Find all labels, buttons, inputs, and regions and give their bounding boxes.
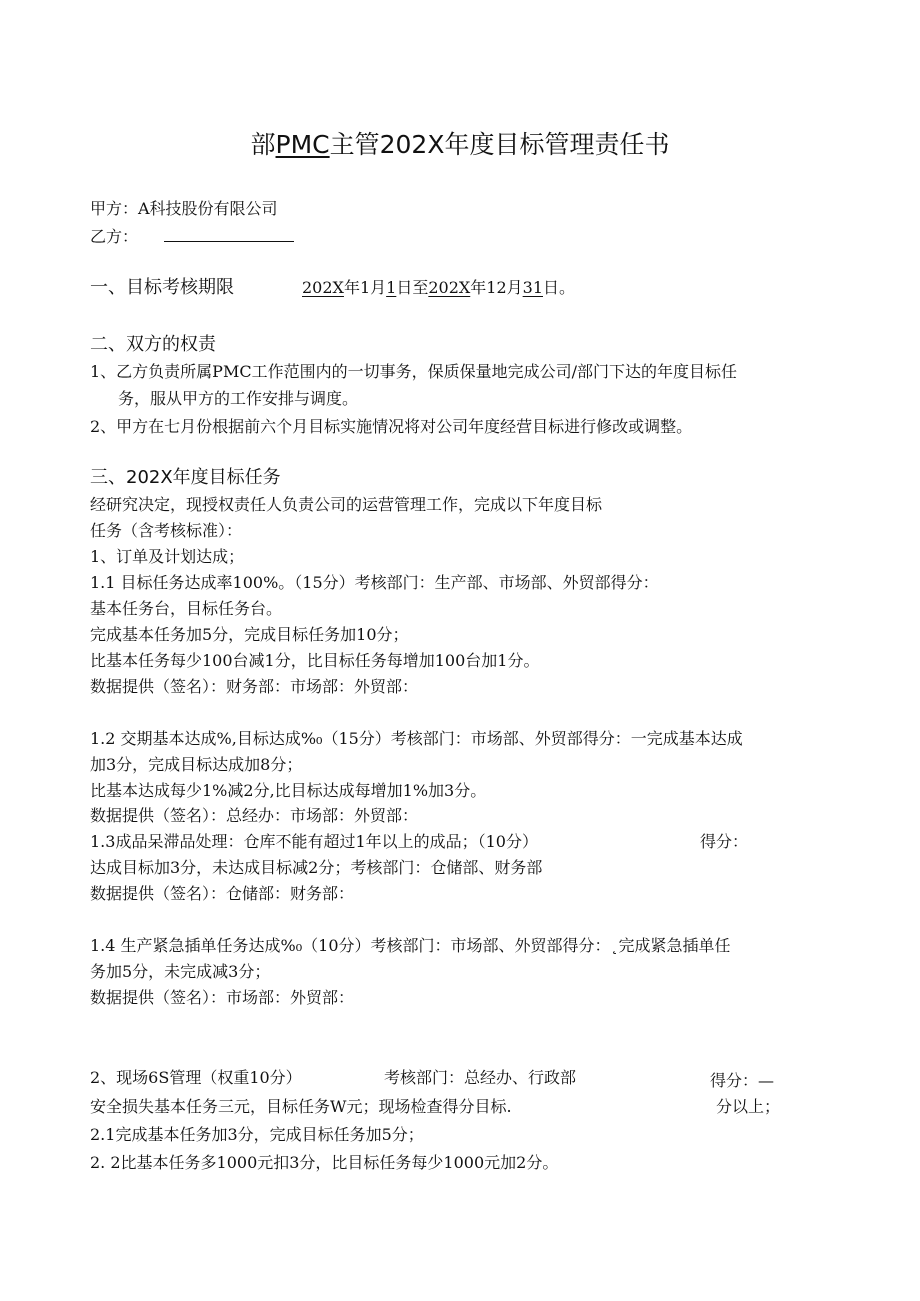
section-2-heading: 二、双方的权责 [90,334,216,355]
item-1-2-line-4: 数据提供（签名）：总经办：市场部：外贸部： [90,806,419,825]
section-3-heading: 三、202X年度目标任务 [90,467,281,488]
item-1-1-line-4: 比基本任务每少100台减1分，比目标任务每增加100台加1分。 [90,651,540,670]
section-4-score-label: 得分：— [710,1071,775,1090]
party-b: 乙方： [90,226,294,248]
party-a: 甲方：A科技股份有限公司 [90,199,278,218]
item-1-1-line-2: 基本任务台，目标任务台。 [90,599,283,618]
item-1-3-line-3: 数据提供（签名）：仓储部：财务部： [90,884,355,903]
section-3-line-3: 1、订单及计划达成； [90,547,245,566]
party-b-blank [164,227,294,242]
section-2-line-1: 1、乙方负责所属PMC工作范围内的一切事务，保质保量地完成公司/部门下达的年度目标任 [90,362,737,381]
item-1-4-line-1: 1.4 生产紧急插单任务达成%₀（10分）考核部门：市场部、外贸部得分：˛完成紧急插单任 [90,936,731,955]
section-4-line-4: 2. 2比基本任务多1000元扣3分，比目标任务每少1000元加2分。 [90,1153,559,1172]
title-underlined-text: PMC [275,130,330,159]
item-1-1-line-1: 1.1 目标任务达成率100%。（15分）考核部门：生产部、市场部、外贸部得分： [90,573,659,592]
section-4-assess-dept: 考核部门：总经办、行政部 [384,1068,577,1087]
document-title: 部PMC主管202X年度目标管理责任书 [250,130,670,159]
item-1-1-line-3: 完成基本任务加5分，完成目标任务加10分； [90,625,409,644]
item-1-1-line-5: 数据提供（签名）：财务部：市场部：外贸部： [90,677,419,696]
section-2-line-3: 2、甲方在七月份根据前六个月目标实施情况将对公司年度经营目标进行修改或调整。 [90,417,693,436]
item-1-2-line-1: 1.2 交期基本达成%,目标达成%₀（15分）考核部门：市场部、外贸部得分：一完成基本达成 [90,729,743,748]
item-1-2-line-3: 比基本达成每少1%减2分,比目标达成每增加1%加3分。 [90,781,487,800]
section-4-line-1: 2、现场6S管理（权重10分） [90,1068,302,1087]
assessment-period: 202X年1月1日至202X年12月31日。 [302,278,576,297]
section-4-line-3: 2.1完成基本任务加3分，完成目标任务加5分； [90,1125,424,1144]
section-4-line-2: 安全损失基本任务三元，目标任务W元；现场检查得分目标. [90,1097,512,1116]
item-1-4-line-2: 务加5分，未完成减3分； [90,962,271,981]
section-1-heading: 一、目标考核期限 [90,277,234,298]
item-1-3-line-1: 1.3成品呆滞品处理：仓库不能有超过1年以上的成品；（10分） [90,832,538,851]
item-1-4-line-3: 数据提供（签名）：市场部：外贸部： [90,988,355,1007]
section-4-score-target: 分以上； [716,1097,781,1116]
section-3-line-1: 经研究决定，现授权责任人负责公司的运营管理工作，完成以下年度目标 [90,495,603,514]
section-3-line-2: 任务（含考核标准）： [90,521,243,540]
item-1-3-score-label: 得分： [700,832,749,851]
section-2-line-2: 务，服从甲方的工作安排与调度。 [118,389,359,408]
item-1-3-line-2: 达成目标加3分，未达成目标减2分；考核部门：仓储部、财务部 [90,858,543,877]
item-1-2-line-2: 加3分，完成目标达成加8分； [90,755,303,774]
